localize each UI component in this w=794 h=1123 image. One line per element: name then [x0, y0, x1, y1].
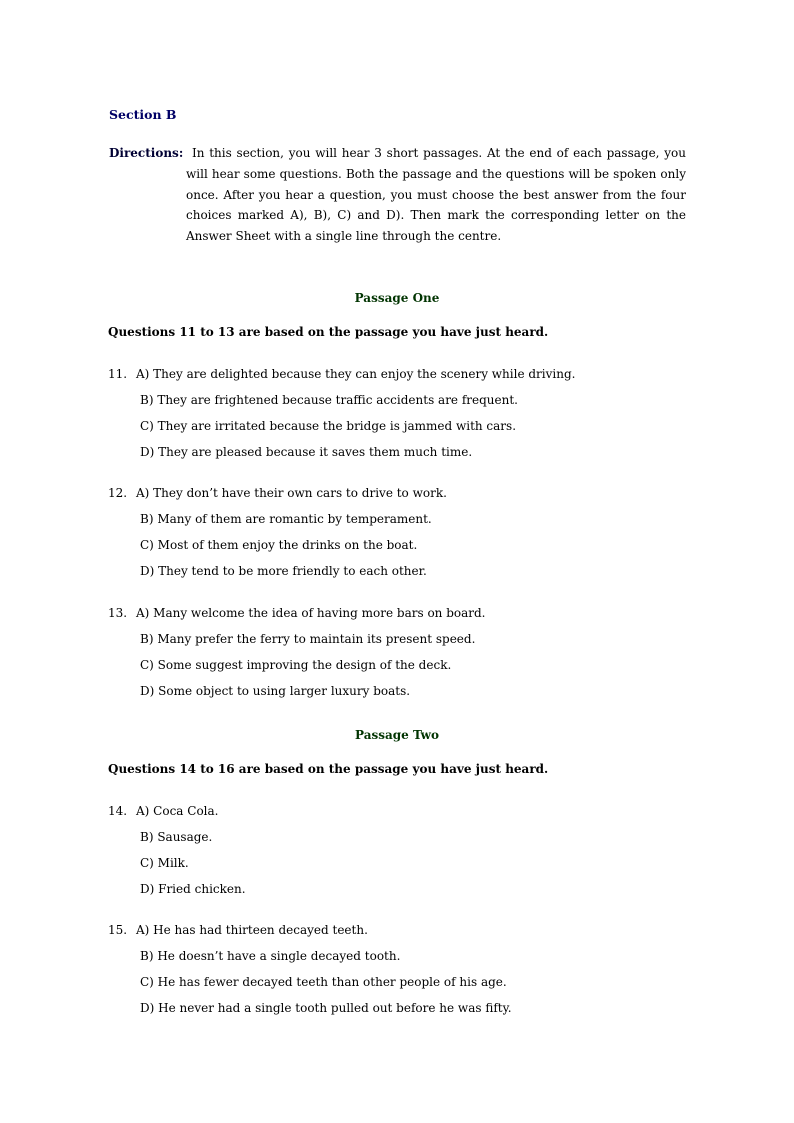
option-d: D) They tend to be more friendly to each other.: [140, 564, 427, 578]
option-d: D) He never had a single tooth pulled out before he was fifty.: [140, 1001, 512, 1015]
option-a: [108, 923, 512, 949]
option-text: A) Many welcome the idea of having more bars on board.: [136, 606, 486, 620]
option-c: C) Milk.: [140, 856, 189, 870]
section-title: Section B: [109, 107, 177, 122]
option-text: A) He has had thirteen decayed teeth.: [136, 923, 368, 937]
option-a: [108, 486, 447, 512]
passage-heading: Passage Two: [355, 728, 439, 742]
option-a: [108, 606, 486, 632]
directions-text: In this section, you will hear 3 short passages. At the end of each passage, you will hear some questions. Both the passage and the questions will be spoken only once. After you hear a question, you must choose the best answer from the four choices marked A), B), C) and D). Then mark the corresponding letter on the Answer Sheet with a single line through the centre.: [186, 146, 686, 244]
option-c: C) They are irritated because the bridge is jammed with cars.: [140, 419, 517, 433]
option-b: B) Sausage.: [140, 830, 213, 844]
option-d: D) They are pleased because it saves them much time.: [140, 445, 473, 459]
question-11: [108, 367, 575, 471]
option-c: C) Some suggest improving the design of the deck.: [140, 658, 452, 672]
question-number: 15.: [108, 923, 128, 937]
option-b: B) Many prefer the ferry to maintain its present speed.: [140, 632, 476, 646]
option-b: B) Many of them are romantic by temperament.: [140, 512, 432, 526]
question-13: [108, 606, 486, 710]
option-b: B) He doesn’t have a single decayed tooth.: [140, 949, 401, 963]
option-text: A) Coca Cola.: [136, 804, 219, 818]
question-15: [108, 923, 512, 1027]
passage-heading: Passage One: [354, 291, 440, 305]
option-text: A) They are delighted because they can enjoy the scenery while driving.: [136, 367, 576, 381]
question-number: 13.: [108, 606, 128, 620]
option-text: A) They don’t have their own cars to drive to work.: [136, 486, 447, 500]
question-number: 12.: [108, 486, 128, 500]
directions-label: Directions:: [109, 146, 184, 160]
option-a: [108, 367, 575, 393]
directions-block: [109, 143, 686, 259]
option-d: D) Some object to using larger luxury boats.: [140, 684, 411, 698]
questions-intro: Questions 14 to 16 are based on the passage you have just heard.: [108, 762, 549, 776]
option-a: [108, 804, 246, 830]
questions-intro: Questions 11 to 13 are based on the passage you have just heard.: [108, 325, 549, 339]
question-number: 14.: [108, 804, 128, 818]
option-c: C) Most of them enjoy the drinks on the boat.: [140, 538, 418, 552]
question-number: 11.: [108, 367, 128, 381]
option-b: B) They are frightened because traffic accidents are frequent.: [140, 393, 518, 407]
question-14: [108, 804, 246, 908]
question-12: [108, 486, 447, 590]
option-c: C) He has fewer decayed teeth than other people of his age.: [140, 975, 507, 989]
option-d: D) Fried chicken.: [140, 882, 246, 896]
